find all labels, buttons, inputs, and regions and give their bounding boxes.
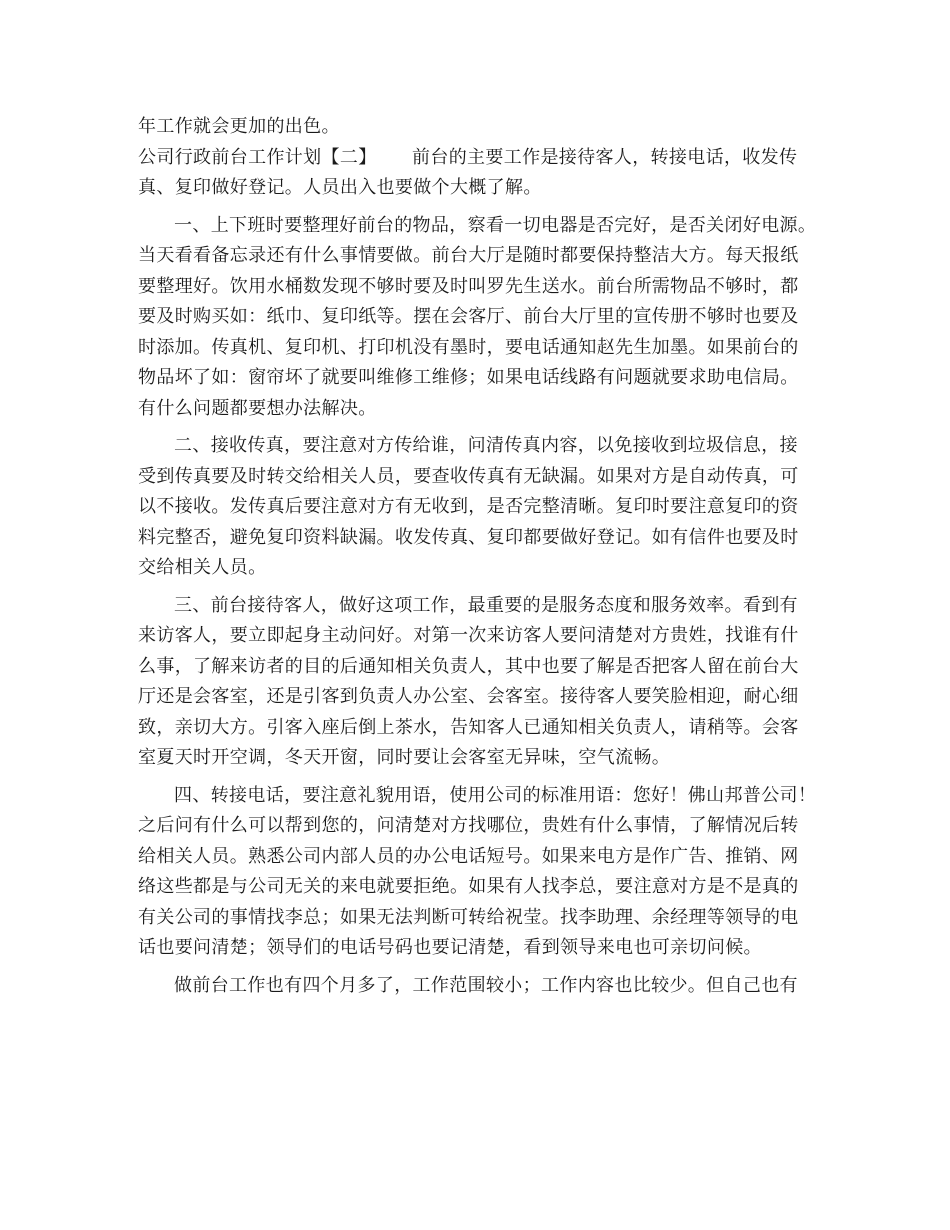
section-heading-line bbox=[138, 143, 828, 174]
paragraph-line: 致，亲切大方。引客入座后倒上茶水，告知客人已通知相关负责人，请稍等。会客 bbox=[138, 716, 799, 738]
paragraph-line: 时添加。传真机、复印机、打印机没有墨时，要电话通知赵先生加墨。如果前台的 bbox=[138, 336, 799, 358]
paragraph-line: 以不接收。发传真后要注意对方有无收到，是否完整清晰。复印时要注意复印的资 bbox=[138, 496, 799, 517]
section-title: 公司行政前台工作计划【二】 bbox=[138, 146, 377, 168]
paragraph-2 bbox=[138, 431, 828, 584]
paragraph-line: 受到传真要及时转交给相关人员，要查收传真有无缺漏。如果对方是自动传真，可 bbox=[138, 465, 799, 487]
paragraph-line: 有什么问题都要想办法解决。 bbox=[138, 397, 377, 419]
paragraph-line: 物品坏了如：窗帘坏了就要叫维修工维修；如果电话线路有问题就要求助电信局。 bbox=[138, 367, 799, 388]
paragraph-line: 来访客人，要立即起身主动问好。对第一次来访客人要问清楚对方贵姓，找谁有什 bbox=[138, 625, 799, 646]
paragraph-5 bbox=[138, 971, 828, 1002]
paragraph-line: 络这些都是与公司无关的来电就要拒绝。如果有人找李总，要注意对方是不是真的 bbox=[138, 876, 799, 897]
paragraph-line: 料完整否，避免复印资料缺漏。收发传真、复印都要做好登记。如有信件也要及时 bbox=[138, 526, 799, 548]
paragraph-line: 当天看看备忘录还有什么事情要做。前台大厅是随时都要保持整洁大方。每天报纸 bbox=[138, 245, 799, 266]
paragraph-3 bbox=[138, 591, 828, 774]
paragraph-line: 有关公司的事情找李总；如果无法判断可转给祝莹。找李助理、余经理等领导的电 bbox=[138, 906, 799, 928]
heading-continuation: 真、复印做好登记。人员出入也要做个大概了解。 bbox=[138, 177, 542, 198]
paragraph-1 bbox=[138, 211, 828, 425]
intro-line: 年工作就会更加的出色。 bbox=[138, 116, 340, 137]
heading-following-text: 前台的主要工作是接待客人，转接电话，收发传 bbox=[412, 146, 798, 168]
paragraph-line: 室夏天时开空调，冬天开窗，同时要让会客室无异味，空气流畅。 bbox=[138, 747, 671, 768]
paragraph-line: 之后问有什么可以帮到您的，问清楚对方找哪位，贵姓有什么事情，了解情况后转 bbox=[138, 815, 799, 836]
paragraph-line: 话也要问清楚；领导们的电话号码也要记清楚，看到领导来电也可亲切问候。 bbox=[138, 937, 762, 958]
paragraph-line: 一、上下班时要整理好前台的物品，察看一切电器是否完好，是否关闭好电源。 bbox=[174, 214, 817, 236]
paragraph-4 bbox=[138, 781, 828, 964]
paragraph-line: 给相关人员。熟悉公司内部人员的办公电话短号。如果来电方是作广告、推销、网 bbox=[138, 845, 799, 867]
paragraph-line: 要整理好。饮用水桶数发现不够时要及时叫罗先生送水。前台所需物品不够时，都 bbox=[138, 275, 799, 297]
paragraph-line: 二、接收传真，要注意对方传给谁，问清传真内容，以免接收到垃圾信息，接 bbox=[174, 435, 798, 456]
paragraph-line: 么事，了解来访者的目的后通知相关负责人，其中也要了解是否把客人留在前台大 bbox=[138, 655, 799, 677]
paragraph-line: 要及时购买如：纸巾、复印纸等。摆在会客厅、前台大厅里的宣传册不够时也要及 bbox=[138, 306, 799, 327]
paragraph-line: 厅还是会客室，还是引客到负责人办公室、会客室。接待客人要笑脸相迎，耐心细 bbox=[138, 686, 799, 707]
paragraph-line: 四、转接电话，要注意礼貌用语，使用公司的标准用语：您好！佛山邦普公司！ bbox=[174, 784, 817, 806]
document-page bbox=[138, 112, 828, 1001]
paragraph-line: 交给相关人员。 bbox=[138, 557, 267, 578]
paragraph-line: 三、前台接待客人，做好这项工作，最重要的是服务态度和服务效率。看到有 bbox=[174, 594, 798, 616]
paragraph-line: 做前台工作也有四个月多了，工作范围较小；工作内容也比较少。但自己也有 bbox=[174, 974, 798, 996]
